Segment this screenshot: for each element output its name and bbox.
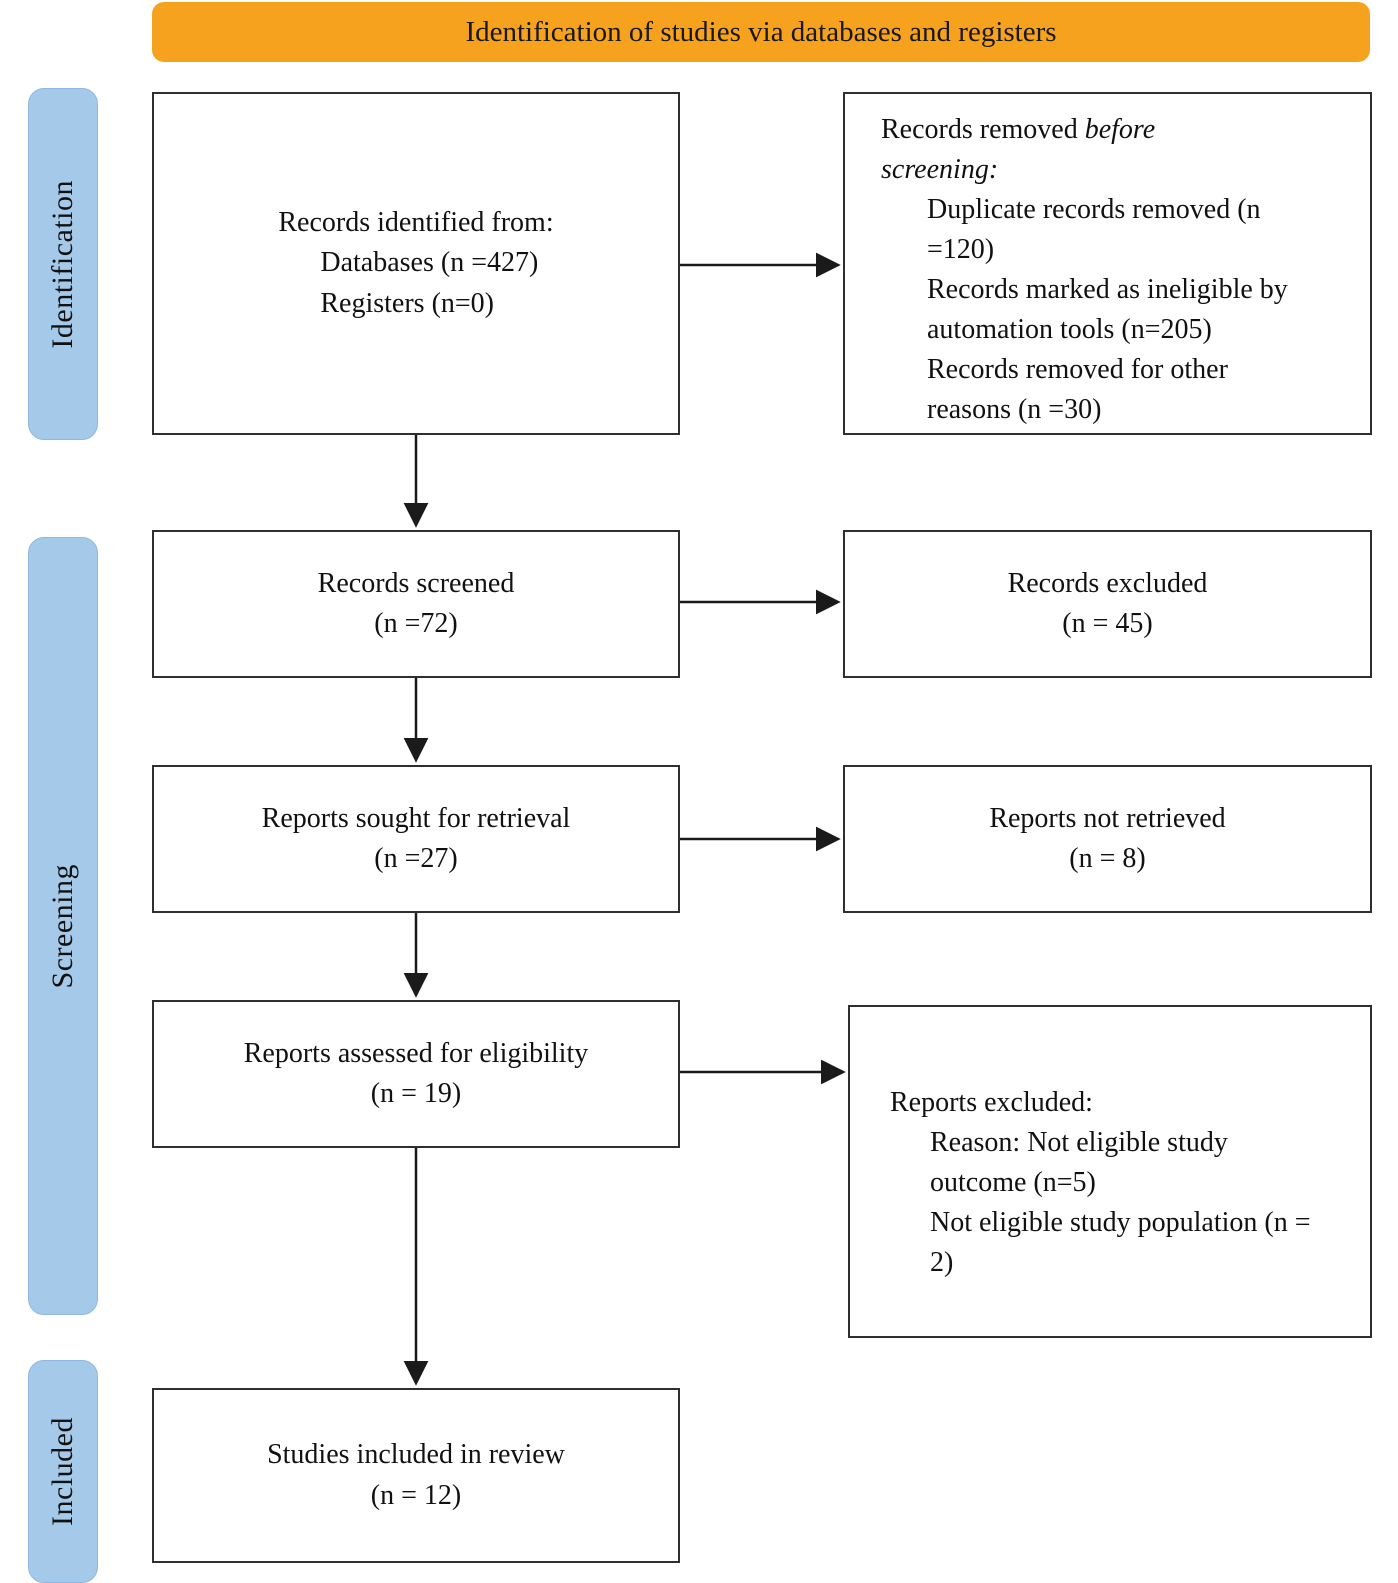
box-records-screened [152,530,680,678]
box-line: Reason: Not eligible study outcome (n=5) [930,1127,1228,1199]
box-line: (n = 45) [1062,608,1153,639]
stage-label-included-text: Included [46,1417,79,1526]
box-line: (n =27) [374,843,458,874]
box-records-removed [843,92,1372,435]
box-reports-not-retrieved [843,765,1372,913]
box-line: Registers (n=0) [320,287,495,319]
box-title [881,110,1241,190]
box-title: Reports excluded: [890,1087,1093,1118]
box-line: Duplicate records removed (n =120) [927,194,1261,266]
box-studies-included [152,1388,680,1563]
box-line: Records removed for other reasons (n =30) [927,354,1228,426]
stage-label-screening [28,537,98,1315]
box-line: (n = 8) [1069,843,1146,874]
box-records-identified [152,92,680,435]
box-reports-sought [152,765,680,913]
box-line: Records screened [317,567,515,599]
stage-label-identification-text: Identification [46,179,79,349]
box-line: Studies included in review [267,1439,565,1471]
box-line: (n = 19) [370,1078,462,1109]
box-line: Records identified from: [278,207,554,239]
stage-label-identification [28,88,98,440]
box-line: Records excluded [1007,567,1208,599]
box-reports-excluded [848,1005,1372,1338]
box-line: (n =72) [374,608,458,639]
stage-label-screening-text: Screening [46,863,79,989]
box-records-excluded [843,530,1372,678]
box-line: Reports not retrieved [989,802,1226,834]
box-line: Records marked as ineligible by automation tools (n=205) [927,274,1288,346]
box-line: (n = 12) [370,1479,462,1511]
box-line: Databases (n =427) [320,247,539,279]
banner-title: Identification of studies via databases and registers [152,2,1370,62]
box-line: Reports assessed for eligibility [243,1037,589,1069]
box-line: Reports sought for retrieval [261,802,571,834]
stage-label-included [28,1360,98,1583]
box-reports-assessed [152,1000,680,1148]
box-title-normal: Records removed [881,114,1085,145]
box-line: Not eligible study population (n = 2) [930,1207,1311,1279]
box-title-italic: before screening: [881,114,1156,186]
